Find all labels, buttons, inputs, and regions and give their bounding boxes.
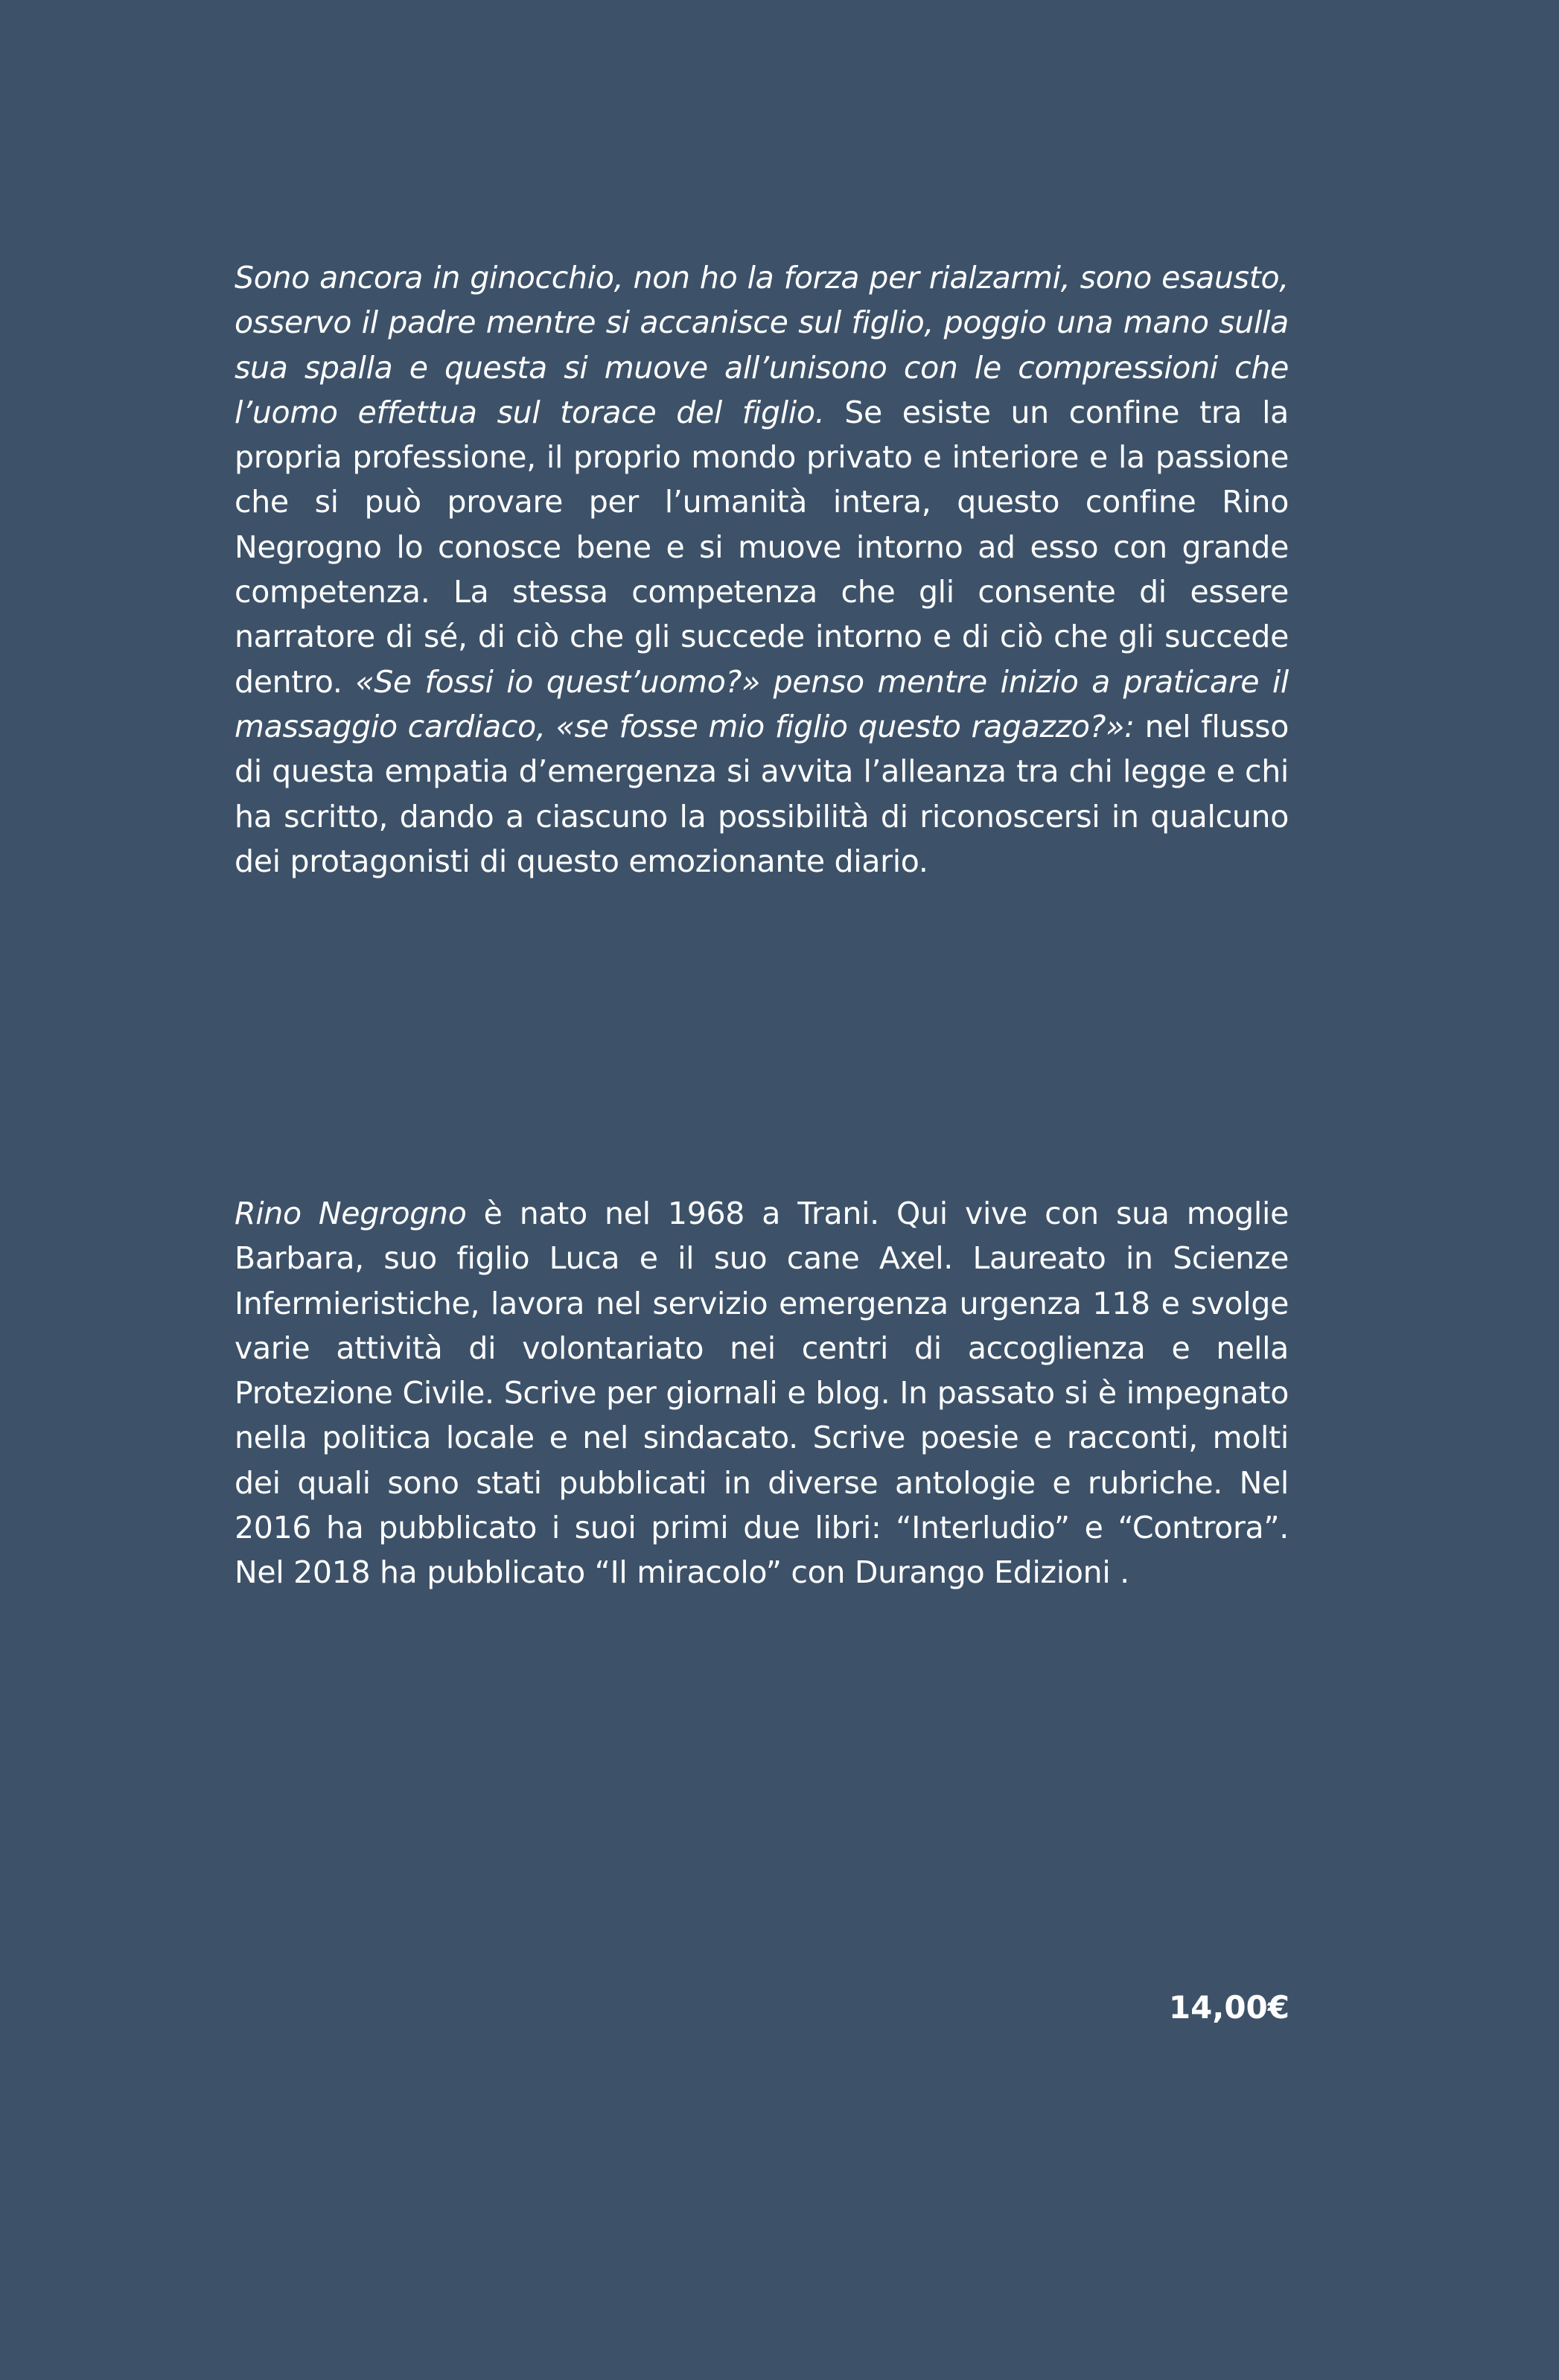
book-price: 14,00€ (1168, 1989, 1289, 2026)
author-name: Rino Negrogno (235, 1196, 467, 1231)
synopsis-closing-text: nel flusso di questa empatia d’emergenza si avvita l’alleanza tra chi legge e chi ha scritto, dando a ciascuno la possibilità di riconoscersi in qualcuno dei protagonisti di questo emozionante diario. (235, 708, 1289, 879)
author-bio-text: è nato nel 1968 a Trani. Qui vive con sua moglie Barbara, suo figlio Luca e il suo cane Axel. Laureato in Scienze Infermieristiche, lavora nel servizio emergenza urgenza 118 e svolge varie attività di volontariato nei centri di accoglienza e nella Protezione Civile. Scrive per giornali e blog. In passato si è impegnato nella politica locale e nel sindacato. Scrive poesie e racconti, molti dei quali sono stati pubblicati in diverse antologie e rubriche. Nel 2016 ha pubblicato i suoi primi due libri: “Interludio” e “Controra”. Nel 2018 ha pubblicato “Il miracolo” con Durango Edizioni . (235, 1196, 1289, 1591)
author-bio-paragraph (235, 1191, 1289, 1595)
synopsis-inner-quote: «Se fossi io quest’uomo?» penso mentre inizio a praticare il massaggio cardiaco, «se fosse mio figlio questo ragazzo?»: (235, 663, 1289, 744)
synopsis-paragraph (235, 255, 1289, 884)
synopsis-opening-quote: Sono ancora in ginocchio, non ho la forza per rialzarmi, sono esausto, osservo il padre mentre si accanisce sul figlio, poggio una mano sulla sua spalla e questa si muove all’unisono con le compressioni che l’uomo effettua sul torace del figlio. (235, 260, 1289, 430)
synopsis-text: Se esiste un confine tra la propria professione, il proprio mondo privato e interiore e la passione che si può provare per l’umanità intera, questo confine Rino Negrogno lo conosce bene e si muove intorno ad esso con grande competenza. La stessa competenza che gli consente di essere narratore di sé, di ciò che gli succede intorno e di ciò che gli succede dentro. (235, 394, 1289, 700)
